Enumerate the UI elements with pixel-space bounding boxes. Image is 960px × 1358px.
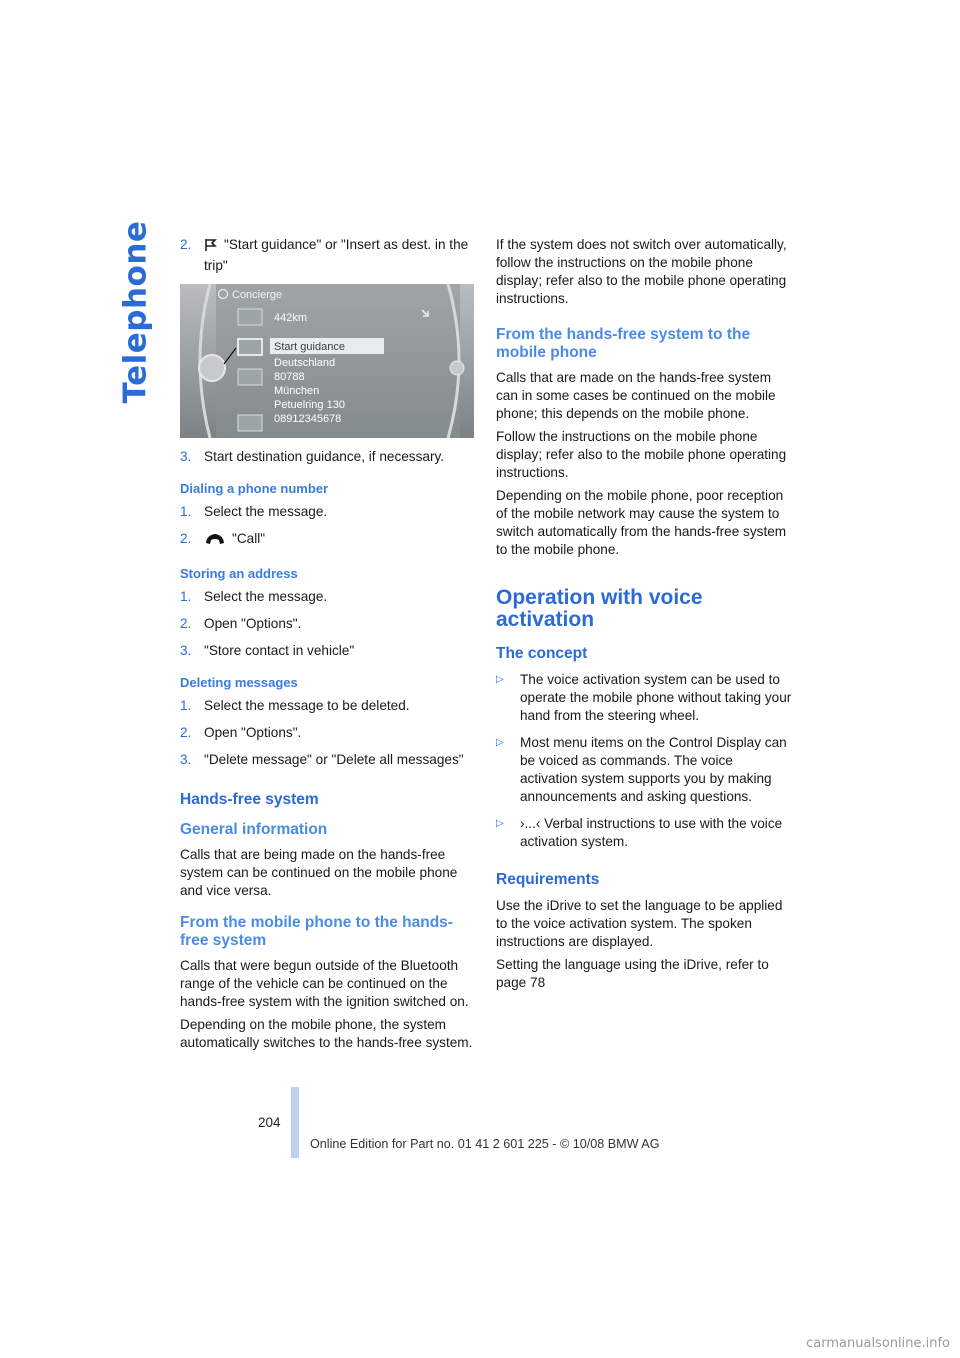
step-number: 3. [180,643,192,658]
paragraph: Calls that were begun outside of the Bluetooth range of the vehicle can be continued on the hands-free system with the ignition switched on. [180,958,469,1009]
step-number: 2. [180,237,192,252]
screen-item: Deutschland [274,357,336,369]
screen-item: Petuelring 130 [274,399,345,411]
step-text: Start destination guidance, if necessary. [204,449,445,464]
step-item [180,448,476,466]
step-item [180,751,476,769]
step-number: 3. [180,752,192,767]
controller-knob [199,355,225,381]
step-number: 1. [180,504,192,519]
step-item [180,236,476,275]
step-text: Select the message. [204,589,328,604]
step-number: 3. [180,449,192,464]
step-text: "Call" [232,531,266,546]
step-text: Select the message. [204,504,328,519]
section-heading: Deleting messages [180,675,298,690]
screen-item-selected: Start guidance [274,341,345,353]
paragraph: Calls that are made on the hands-free system can in some cases be continued on the mobile phone; this depends on the mobile phone. [496,370,776,421]
screen-distance: 442km [274,312,308,324]
bullet-triangle-icon: ▷ [496,737,504,748]
page-number: 204 [258,1115,281,1130]
step-item [180,724,476,742]
step-number: 2. [180,725,192,740]
concierge-screen-image [180,284,474,438]
bullet-triangle-icon: ▷ [496,674,504,685]
step-item [180,697,476,715]
left-column [180,236,476,1057]
list-item-text: Most menu items on the Control Display can be voiced as commands. The voice activation system supports you by making announcements and asking questions. [520,735,787,804]
step-text: Select the message to be deleted. [204,698,410,713]
screen-item: 80788 [274,371,305,383]
step-item [180,530,476,551]
screen-item: München [274,385,320,397]
edition-notice: Online Edition for Part no. 01 41 2 601 225 - © 10/08 BMW AG [310,1137,660,1151]
subsection-heading: General information [180,821,328,838]
section-heading: Storing an address [180,566,298,581]
section-heading: Hands-free system [180,791,319,808]
paragraph: Use the iDrive to set the language to be applied to the voice activation system. The spoken instructions are displayed. [496,898,783,949]
subsection-heading: From the mobile phone to the hands-free system [180,914,453,949]
step-item [180,588,476,606]
screen-icon-tile [238,415,262,431]
step-text: "Delete message" or "Delete all messages" [204,752,464,767]
phone-handset-icon [204,532,226,551]
subsection-heading: The concept [496,645,588,662]
bullet-triangle-icon: ▷ [496,818,504,829]
list-item-text: The voice activation system can be used to operate the mobile phone without taking your hand from the steering wheel. [520,672,792,723]
list-item [496,671,792,725]
step-text: Open "Options". [204,616,302,631]
step-number: 1. [180,589,192,604]
subsection-heading: Requirements [496,871,600,888]
screen-icon-tile [238,309,262,325]
step-item [180,503,476,521]
navigation-flag-icon [204,238,218,257]
paragraph: Depending on the mobile phone, the system automatically switches to the hands-free system. [180,1017,473,1050]
list-item-text: ›...‹ Verbal instructions to use with the voice activation system. [520,816,783,849]
subsection-heading: From the hands-free system to the mobile phone [496,326,751,361]
paragraph: Depending on the mobile phone, poor reception of the mobile network may cause the system to switch automatically from the hands-free system to the mobile phone. [496,488,787,557]
footer-accent-bar [291,1087,299,1158]
screen-icon-tile [238,369,262,385]
paragraph: Follow the instructions on the mobile phone display; refer also to the mobile phone operating instructions. [496,429,787,480]
screen-item: 08912345678 [274,413,342,425]
section-heading: Dialing a phone number [180,481,329,496]
screen-icon-tile [238,339,262,355]
watermark: carmanualsonline.info [806,1336,950,1351]
step-number: 2. [180,616,192,631]
section-heading: Operation with voice activation [496,586,703,631]
step-text: Open "Options". [204,725,302,740]
step-number: 2. [180,531,192,546]
list-item [496,815,792,851]
scroll-knob [450,361,464,375]
step-number: 1. [180,698,192,713]
step-item [180,642,476,660]
step-item [180,615,476,633]
paragraph: Setting the language using the iDrive, refer to page 78 [496,957,769,990]
list-item [496,734,792,806]
screen-title: Concierge [232,289,283,301]
chapter-side-tab [112,220,158,404]
paragraph: Calls that are being made on the hands-free system can be continued on the mobile phone and vice versa. [180,847,458,898]
chapter-title: Telephone [117,220,154,404]
right-column [496,236,792,997]
step-text: "Start guidance" or "Insert as dest. in the trip" [204,237,469,273]
step-text: "Store contact in vehicle" [204,643,355,658]
paragraph: If the system does not switch over automatically, follow the instructions on the mobile phone display; refer also to the mobile phone operating instructions. [496,237,787,306]
